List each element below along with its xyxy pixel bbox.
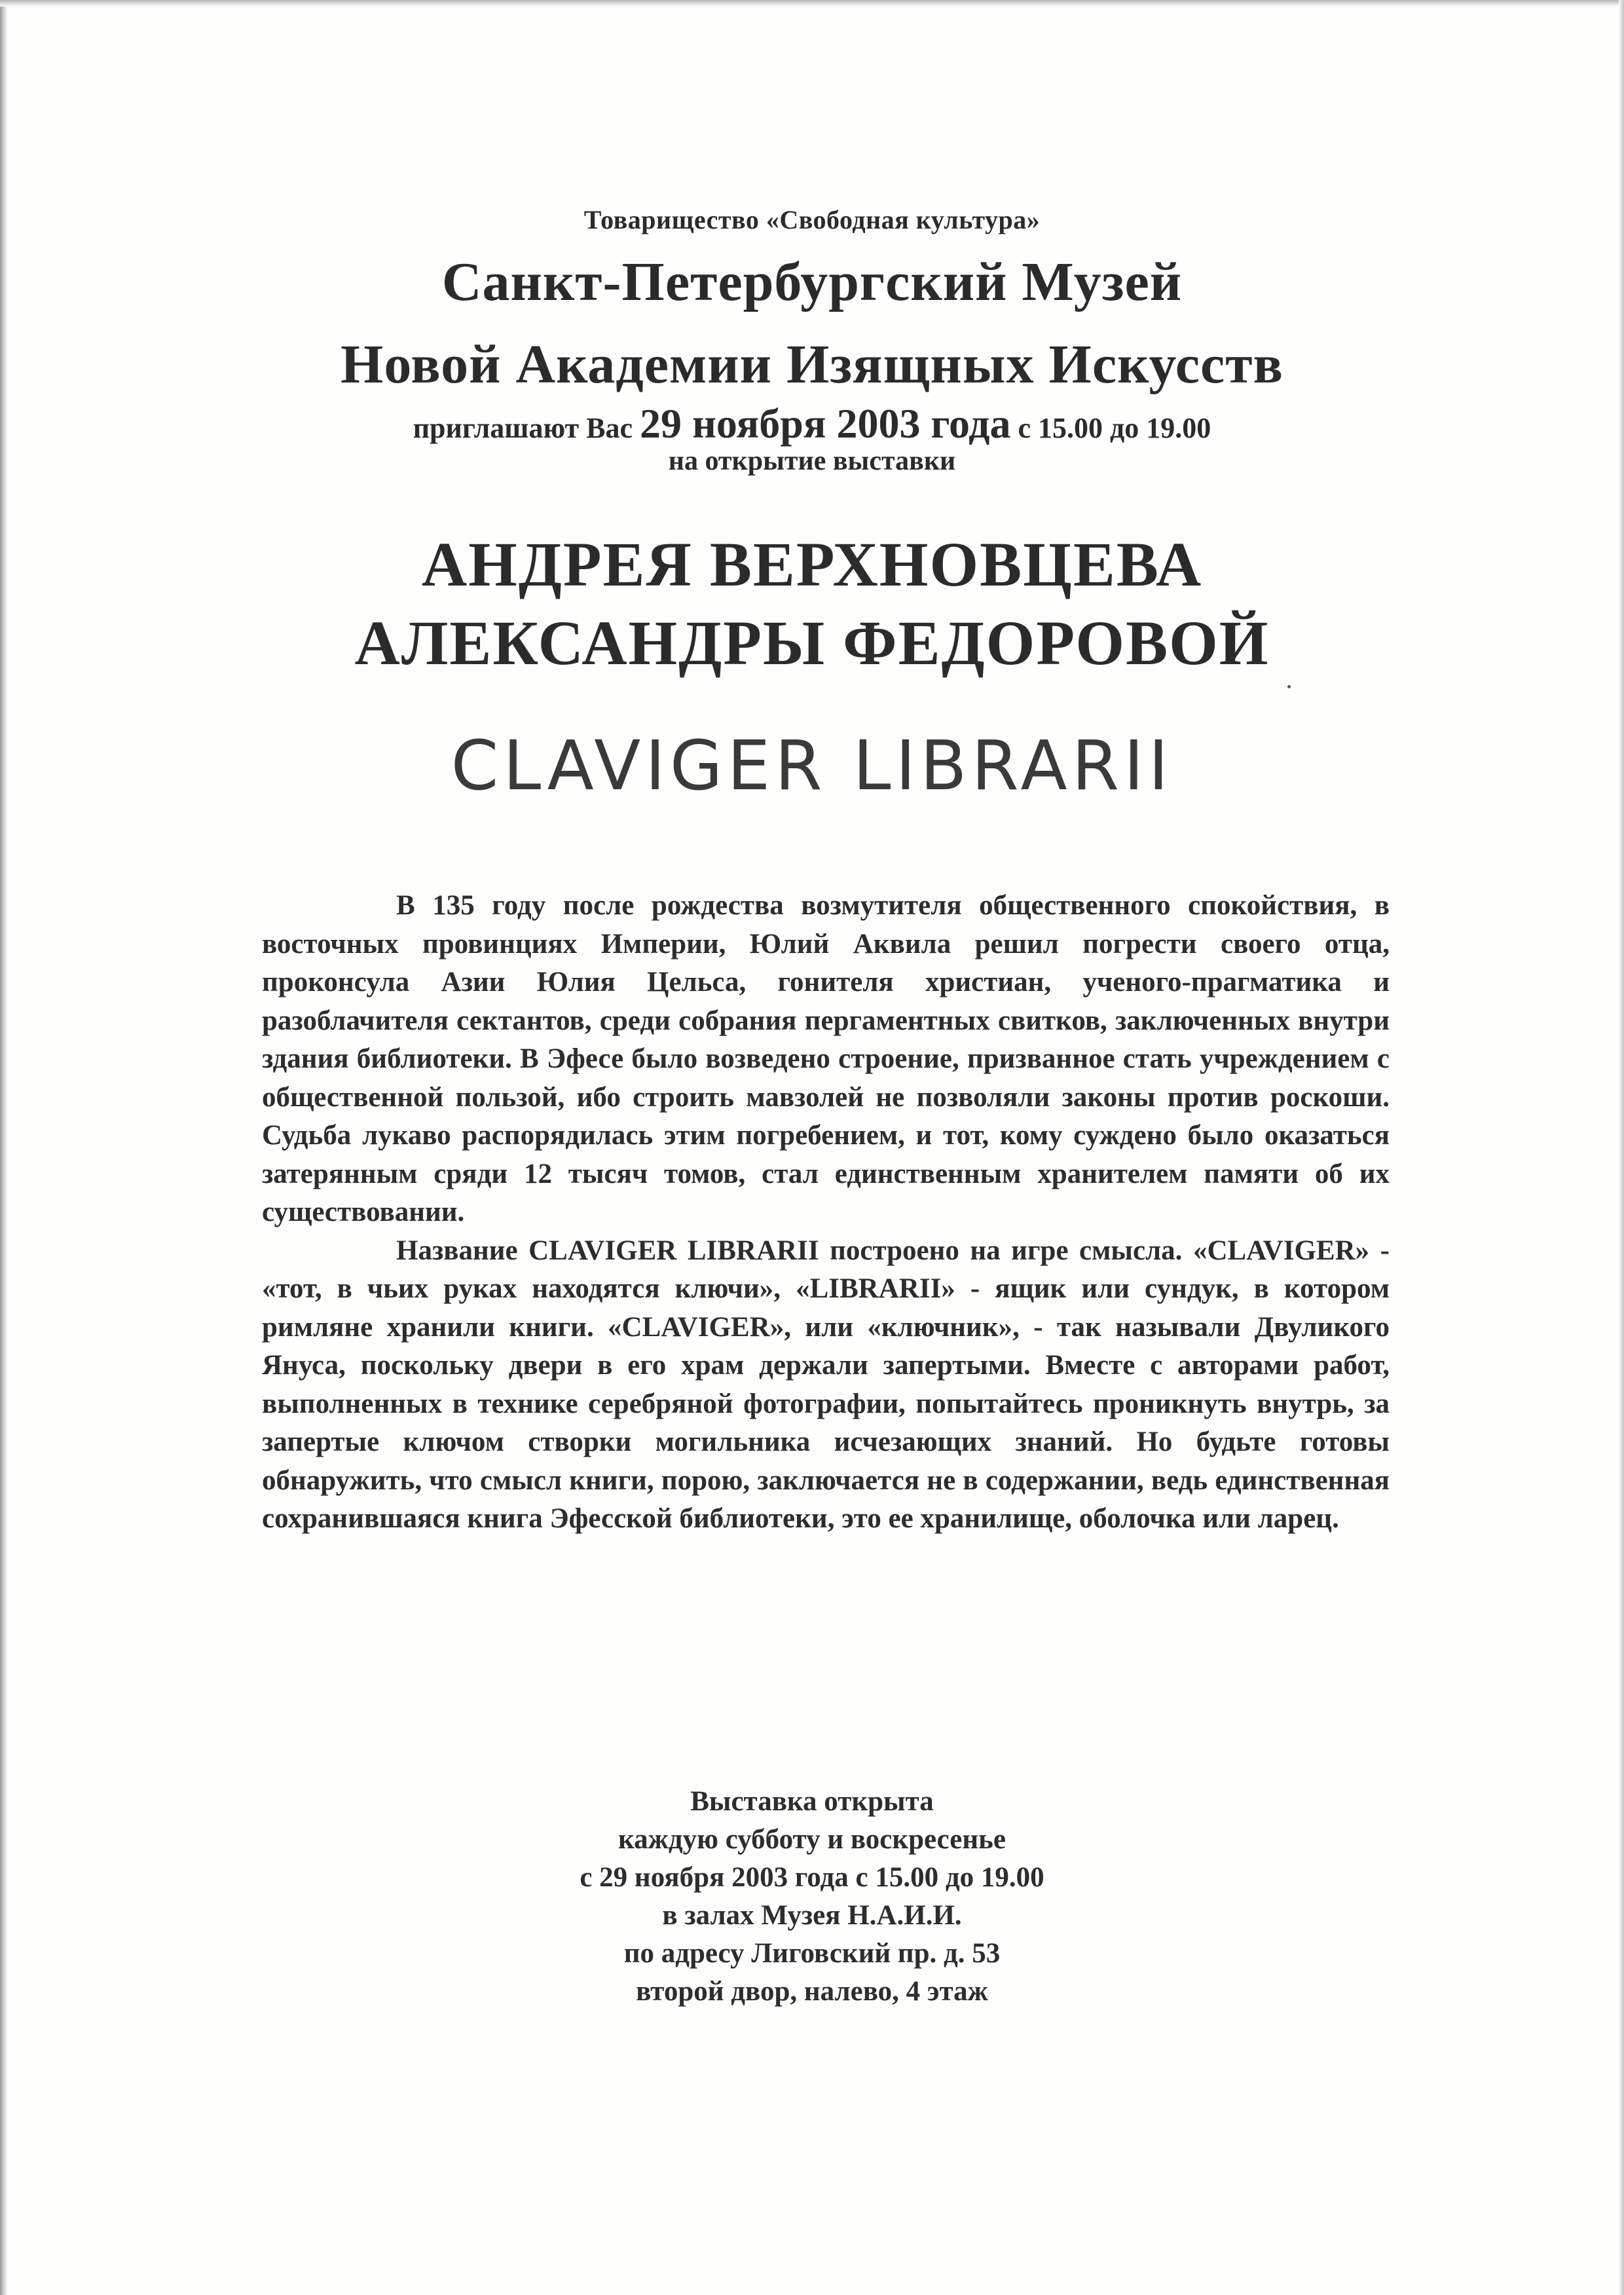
scan-speck (1287, 685, 1291, 688)
footer-line-4: в залах Музея Н.А.И.И. (662, 1900, 962, 1931)
description-paragraph-1: В 135 году после рождества возмутителя общественного спокойствия, в восточных провинциях Империи, Юлий Аквила решил погрести своего отца, проконсула Азии Юлия Цельса, гонителя христиан, ученого-прагматика и разоблачителя сектантов, среди собрания пергаментных свитков, заключенных внутри здания библиотеки. В Эфесе было возведено строение, призванное стать учреждением с общественной пользой, ибо строить мавзолей не позволяли законы против роскоши. Судьба лукаво распорядилась этим погребением, и тот, кому суждено было оказаться затерянным сряди 12 тысяч томов, стал единственным хранителем памяти об их существовании. (262, 890, 1390, 1227)
description-text (262, 887, 1390, 1539)
opening-text: на открытие выставки (668, 446, 956, 476)
invite-prefix: приглашают Вас (413, 412, 633, 444)
footer-line-6: второй двор, налево, 4 этаж (636, 1976, 988, 2007)
museum-name-line1: Санкт-Петербургский Музей (441, 252, 1183, 312)
scan-edge-top (0, 0, 1624, 7)
exhibition-title: CLAVIGER LIBRARII (451, 726, 1173, 806)
invitation-line (0, 400, 1624, 448)
artist-name-1: АНДРЕЯ ВЕРХНОВЦЕВА (421, 529, 1203, 599)
footer-line-2: каждую субботу и воскресенье (618, 1824, 1006, 1855)
schedule-footer (0, 1783, 1624, 2011)
invite-date: 29 ноября 2003 года (640, 400, 1011, 447)
footer-line-1: Выставка открыта (690, 1786, 934, 1817)
description-paragraph-2: Название CLAVIGER LIBRARII построено на игре смысла. «CLAVIGER» - «тот, в чьих руках находятся ключи», «LIBRARII» - ящик или сундук, в котором римляне хранили книги. «CLAVIGER», или «ключник», - так называли Двуликого Януса, поскольку двери в его храм держали запертыми. Вместе с авторами работ, выполненных в технике серебряной фотографии, попытайтесь проникнуть внутрь, за запертые ключом створки могильника исчезающих знаний. Но будьте готовы обнаружить, что смысл книги, порою, заключается не в содержании, ведь единственная сохранившаяся книга Эфесской библиотеки, это ее хранилище, оболочка или ларец. (262, 1235, 1390, 1534)
invite-time: с 15.00 до 19.00 (1018, 412, 1211, 444)
organization-name: Товарищество «Свободная культура» (583, 205, 1041, 234)
artist-name-2: АЛЕКСАНДРЫ ФЕДОРОВОЙ (354, 608, 1270, 678)
museum-name-line2: Новой Академии Изящных Искусств (341, 334, 1283, 395)
footer-line-3: с 29 ноября 2003 года с 15.00 до 19.00 (580, 1862, 1044, 1893)
footer-line-5: по адресу Лиговский пр. д. 53 (623, 1938, 1001, 1969)
